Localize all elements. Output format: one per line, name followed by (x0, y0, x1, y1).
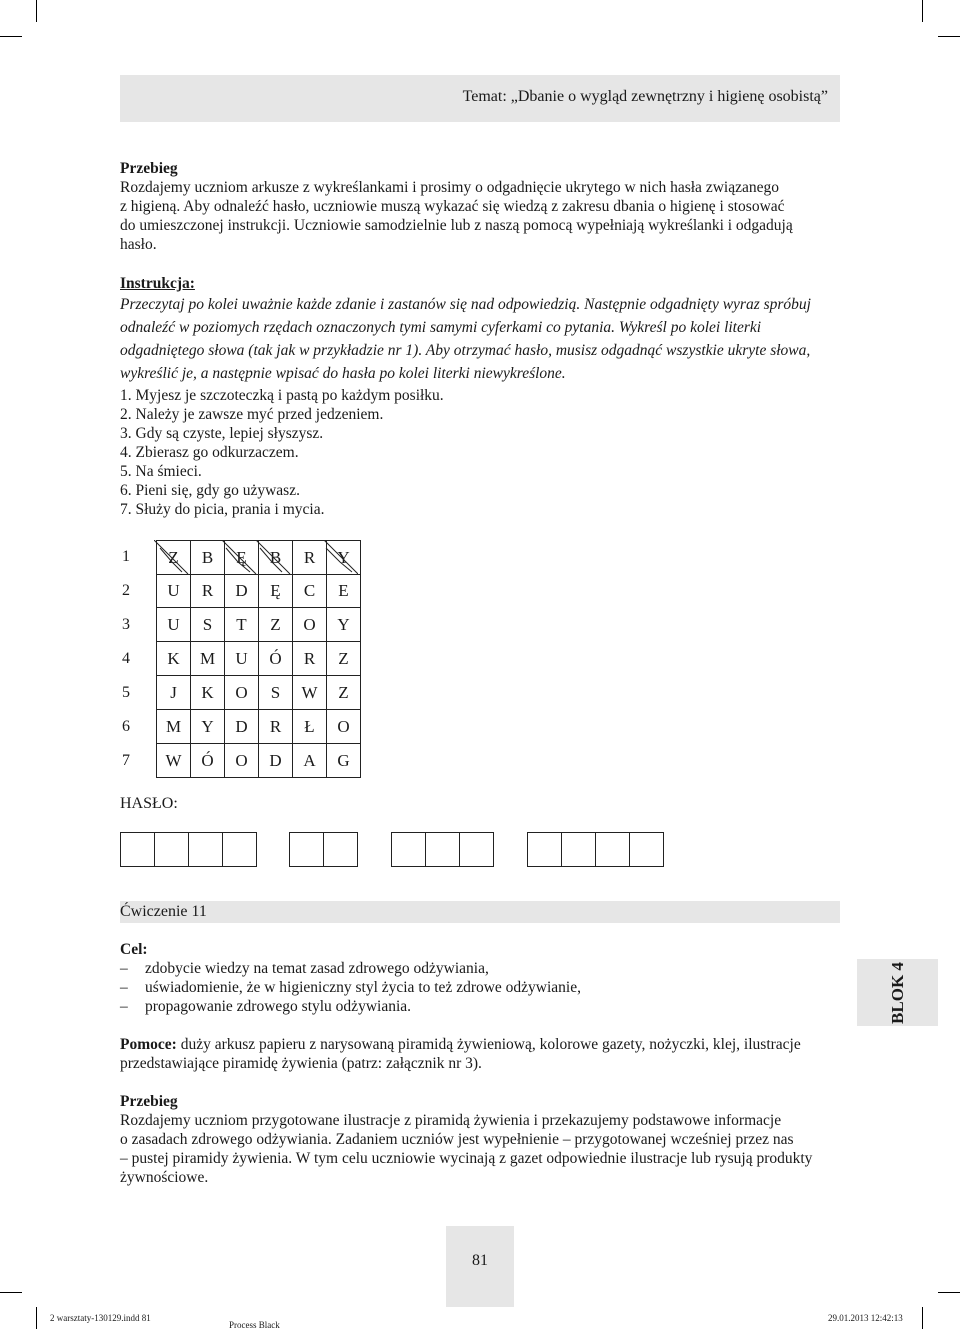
grid-cell[interactable]: B (191, 540, 225, 575)
grid-cell[interactable]: Z (327, 642, 361, 676)
word-search-grid (120, 540, 361, 778)
cel-item: – uświadomienie, że w higieniczny styl życia to też zdrowe odżywianie, (120, 979, 581, 996)
grid-cell[interactable]: Y (327, 540, 361, 575)
footer-date: 29.01.2013 12:42:13 (828, 1313, 903, 1323)
row-number: 4 (122, 650, 130, 667)
grid-cell[interactable]: O (327, 710, 361, 744)
row-number: 7 (122, 752, 130, 769)
przebieg-section (120, 159, 840, 254)
row-number: 5 (122, 684, 130, 701)
blok-tab (857, 959, 938, 1026)
grid-row (120, 642, 361, 676)
przebieg-line: z higieną. Aby odnaleźć hasło, uczniowie muszą wykazać się wiedzą z zakresu dbania o higienę i stosować (120, 198, 785, 215)
grid-cell[interactable]: U (225, 642, 259, 676)
blok-label: BLOK 4 (887, 961, 907, 1024)
grid-cell[interactable]: T (225, 608, 259, 642)
question-item: 7. Służy do picia, prania i mycia. (120, 501, 325, 518)
crop-mark (938, 1292, 960, 1293)
question-item: 5. Na śmieci. (120, 463, 202, 480)
przebieg2-line: – pustej piramidy żywienia. W tym celu uczniowie wycinają z gazet odpowiednie ilustracje lub rysują produkty (120, 1150, 813, 1167)
footer-file: 2 warsztaty-130129.indd 81 (50, 1313, 151, 1323)
grid-cell[interactable]: K (156, 642, 191, 676)
grid-cell[interactable]: O (225, 744, 259, 778)
grid-cell[interactable]: O (293, 608, 327, 642)
grid-cell[interactable]: U (156, 608, 191, 642)
instrukcja-line: odgadniętego słowa (tak jak w przykładzie nr 1). Aby otrzymać hasło, musisz odgadnąć wszystkie ukryte słowa, (120, 342, 811, 359)
answer-box[interactable] (595, 832, 630, 867)
row-number: 2 (122, 582, 130, 599)
grid-cell[interactable]: Y (191, 710, 225, 744)
grid-cell[interactable]: Ł (293, 710, 327, 744)
answer-box[interactable] (120, 832, 155, 867)
grid-cell[interactable]: R (293, 642, 327, 676)
answer-box[interactable] (323, 832, 358, 867)
grid-cell[interactable]: M (156, 710, 191, 744)
example-strike-line (154, 540, 358, 574)
grid-cell[interactable]: J (156, 676, 191, 710)
cel-list (120, 959, 840, 1016)
grid-cell[interactable]: B (259, 540, 293, 575)
crop-mark (922, 0, 923, 22)
grid-cell[interactable]: E (327, 574, 361, 608)
przebieg2-line: o zasadach zdrowego odżywiania. Zadaniem uczniów jest wypełnienie – przygotowanej wcześniej przez nas (120, 1131, 794, 1148)
row-number: 6 (122, 718, 130, 735)
pomoce-text: przedstawiające piramidę żywienia (patrz: załącznik nr 3). (120, 1055, 482, 1072)
grid-cell[interactable]: R (259, 710, 293, 744)
exercise-bar (120, 901, 840, 923)
grid-cell[interactable]: W (156, 744, 191, 778)
grid-row (120, 608, 361, 642)
crop-mark (922, 1307, 923, 1329)
instrukcja-line: odnaleźć w poziomych rzędach oznaczonych tymi samymi cyferkami co pytania. Wykreśl po kolei literki (120, 319, 762, 336)
answer-box[interactable] (188, 832, 223, 867)
grid-cell[interactable]: G (327, 744, 361, 778)
crop-mark (938, 36, 960, 37)
grid-cell[interactable]: K (191, 676, 225, 710)
question-list (120, 386, 720, 519)
grid-cell[interactable]: Ę (259, 574, 293, 608)
przebieg2-line: żywnościowe. (120, 1169, 209, 1186)
pomoce-text: duży arkusz papieru z narysowaną piramidą żywieniową, kolorowe gazety, nożyczki, klej, ilustracje (176, 1036, 801, 1053)
cel-heading: Cel: (120, 941, 148, 958)
grid-row (120, 574, 361, 608)
grid-cell[interactable]: R (191, 574, 225, 608)
dash-glyph: – (120, 960, 128, 977)
answer-box[interactable] (154, 832, 189, 867)
answer-box[interactable] (425, 832, 460, 867)
pomoce-section (120, 1035, 840, 1073)
grid-cell[interactable]: Z (156, 540, 191, 575)
grid-row (120, 710, 361, 744)
grid-cell[interactable]: S (259, 676, 293, 710)
przebieg-line: Rozdajemy uczniom arkusze z wykreślankami i prosimy o odgadnięcie ukrytego w nich hasła związanego (120, 179, 779, 196)
answer-box[interactable] (629, 832, 664, 867)
answer-box[interactable] (289, 832, 324, 867)
grid-cell[interactable]: W (293, 676, 327, 710)
instrukcja-line: wykreślić je, a następnie wpisać do hasła po kolei literki niewykreślone. (120, 365, 566, 382)
dash-glyph: – (120, 979, 128, 996)
answer-box[interactable] (391, 832, 426, 867)
cel-item: – propagowanie zdrowego stylu odżywiania. (120, 998, 412, 1015)
crop-mark (0, 36, 22, 37)
answer-box[interactable] (222, 832, 257, 867)
crop-mark (36, 0, 37, 22)
grid-cell[interactable]: Z (259, 608, 293, 642)
przebieg2-heading: Przebieg (120, 1093, 178, 1110)
footer-process: Process Black (229, 1320, 280, 1330)
przebieg-line: hasło. (120, 236, 157, 253)
pomoce-label: Pomoce: (120, 1036, 177, 1053)
answer-box[interactable] (527, 832, 562, 867)
instrukcja-line: Przeczytaj po kolei uważnie każde zdanie i zastanów się nad odpowiedzią. Następnie odgadnięty wyraz spróbuj (120, 296, 811, 313)
przebieg-line: do umieszczonej instrukcji. Uczniowie samodzielnie lub z naszą pomocą wypełniają wykreślanki i odgadują (120, 217, 793, 234)
page-number: 81 (472, 1252, 488, 1269)
grid-cell[interactable]: Ę (225, 540, 259, 575)
grid-cell[interactable]: D (225, 710, 259, 744)
question-item: 3. Gdy są czyste, lepiej słyszysz. (120, 425, 324, 442)
answer-box[interactable] (561, 832, 596, 867)
grid-cell[interactable]: D (225, 574, 259, 608)
question-item: 2. Należy je zawsze myć przed jedzeniem. (120, 406, 384, 423)
grid-cell[interactable]: U (156, 574, 191, 608)
przebieg-heading: Przebieg (120, 160, 178, 177)
instrukcja-section (120, 274, 840, 383)
header-bar (120, 75, 840, 122)
page-number-box (446, 1226, 514, 1307)
grid-cell[interactable]: Y (327, 608, 361, 642)
grid-cell[interactable]: Z (327, 676, 361, 710)
grid-cell[interactable]: C (293, 574, 327, 608)
row-number: 3 (122, 616, 130, 633)
grid-cell[interactable]: Ó (191, 744, 225, 778)
grid-cell[interactable]: Ó (259, 642, 293, 676)
crop-mark (0, 1292, 22, 1293)
row-number: 1 (122, 548, 130, 565)
cel-section (120, 940, 840, 1016)
exercise-title: Ćwiczenie 11 (120, 903, 207, 920)
grid-cell[interactable]: S (191, 608, 225, 642)
grid-cell[interactable]: M (191, 642, 225, 676)
crop-mark (36, 1307, 37, 1329)
przebieg2-line: Rozdajemy uczniom przygotowane ilustracje z piramidą żywienia i przekazujemy podstawowe informacje (120, 1112, 782, 1129)
question-item: 1. Myjesz je szczoteczką i pastą po każdym posiłku. (120, 387, 444, 404)
haslo-label: HASŁO: (120, 795, 178, 812)
przebieg2-section (120, 1092, 840, 1187)
grid-row (120, 744, 361, 778)
grid-cell[interactable]: D (259, 744, 293, 778)
dash-glyph: – (120, 998, 128, 1015)
grid-row (120, 676, 361, 710)
question-item: 4. Zbierasz go odkurzaczem. (120, 444, 299, 461)
header-title: Temat: „Dbanie o wygląd zewnętrzny i higienę osobistą” (462, 88, 828, 105)
grid-cell[interactable]: A (293, 744, 327, 778)
answer-box[interactable] (459, 832, 494, 867)
grid-cell[interactable]: R (293, 540, 327, 575)
grid-cell[interactable]: O (225, 676, 259, 710)
cel-item: – zdobycie wiedzy na temat zasad zdrowego odżywiania, (120, 960, 489, 977)
instrukcja-heading: Instrukcja: (120, 275, 195, 292)
question-item: 6. Pieni się, gdy go używasz. (120, 482, 300, 499)
